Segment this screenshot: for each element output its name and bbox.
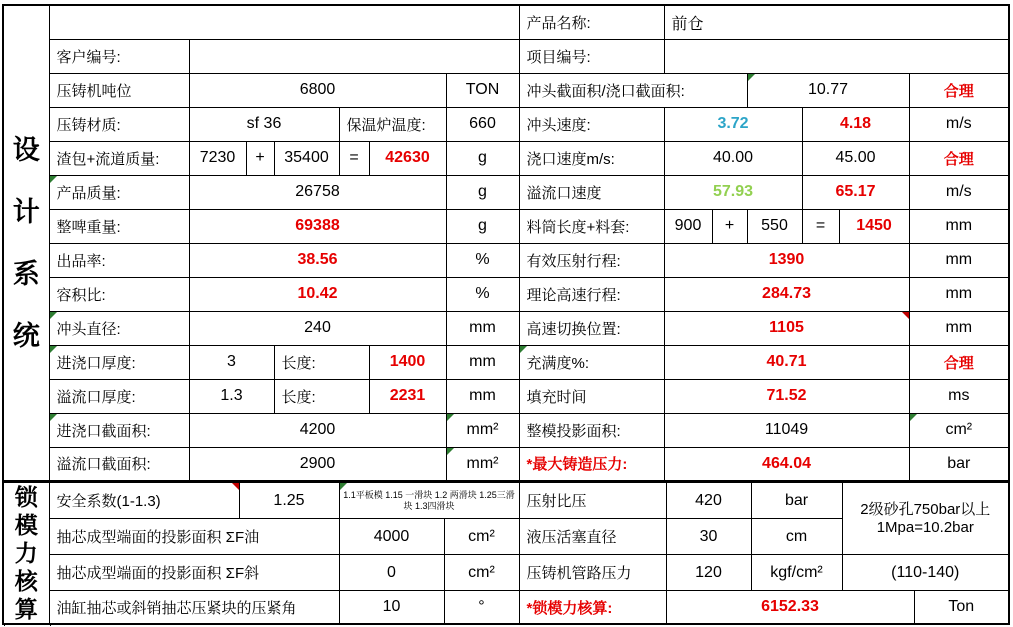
clamp-force-label: *锁模力核算:	[519, 591, 666, 624]
volume-ratio-value: 10.42	[189, 277, 446, 311]
area-ratio-label: 冲头截面积/浇口截面积:	[519, 73, 747, 107]
customer-no-label: 客户编号:	[49, 39, 189, 73]
overflow-speed-label: 溢流口速度	[519, 175, 664, 209]
runner-mass-value[interactable]: 35400	[274, 141, 339, 175]
overflow-speed-min: 57.93	[664, 175, 802, 209]
yield-rate-value: 38.56	[189, 243, 446, 277]
injection-pressure-label: 压射比压	[519, 482, 666, 519]
theoretical-stroke-label: 理论高速行程:	[519, 277, 664, 311]
clamp-force-value: 6152.33	[666, 591, 914, 624]
mold-projected-area-unit: cm²	[909, 413, 1009, 447]
core-area-angle-label: 抽芯成型端面的投影面积 ΣF斜	[49, 555, 339, 591]
volume-ratio-unit: %	[446, 277, 519, 311]
plunger-speed-fast: 4.18	[802, 107, 909, 141]
core-area-oil-label: 抽芯成型端面的投影面积 ΣF油	[49, 519, 339, 555]
plunger-dia-value[interactable]: 240	[189, 311, 446, 345]
theoretical-stroke-unit: mm	[909, 277, 1009, 311]
pressure-note	[842, 482, 1009, 555]
switch-position-label: 高速切换位置:	[519, 311, 664, 345]
clamp-angle-label: 油缸抽芯或斜销抽芯压紧块的压紧角	[49, 591, 339, 624]
equals-operator: =	[339, 141, 369, 175]
ingate-thickness-label: 进浇口厚度:	[49, 345, 189, 379]
effective-stroke-unit: mm	[909, 243, 1009, 277]
clamp-angle-value[interactable]: 10	[339, 591, 444, 624]
next-row-border-stub	[4, 623, 5, 626]
pressure-note-line1: 2级砂孔750bar以上	[860, 500, 991, 518]
clamp-force-unit: Ton	[914, 591, 1009, 624]
safety-factor-note: 1.1平板模 1.15 一滑块 1.2 两滑块 1.25三滑块 1.3四滑块	[339, 482, 519, 519]
area-ratio-value[interactable]: 10.77	[747, 73, 909, 107]
material-value[interactable]: sf 36	[189, 107, 339, 141]
plunger-speed-unit: m/s	[909, 107, 1009, 141]
max-casting-pressure-unit: bar	[909, 447, 1009, 481]
yield-rate-unit: %	[446, 243, 519, 277]
furnace-temp-value[interactable]: 660	[446, 107, 519, 141]
core-area-oil-unit: cm²	[444, 519, 519, 555]
slag-mass-value[interactable]: 7230	[189, 141, 246, 175]
machine-tonnage-label: 压铸机吨位	[49, 73, 189, 107]
project-no-label: 项目编号:	[519, 39, 664, 73]
core-area-oil-value[interactable]: 4000	[339, 519, 444, 555]
overflow-area-unit: mm²	[446, 447, 519, 481]
effective-stroke-label: 有效压射行程:	[519, 243, 664, 277]
overflow-area-label: 溢流口截面积:	[49, 447, 189, 481]
overflow-length-label: 长度:	[274, 379, 369, 413]
fill-ratio-label: 充满度%:	[519, 345, 664, 379]
material-label: 压铸材质:	[49, 107, 189, 141]
switch-position-unit: mm	[909, 311, 1009, 345]
overflow-length-unit: mm	[446, 379, 519, 413]
mold-projected-area-label: 整模投影面积:	[519, 413, 664, 447]
design-section-header: 设计系统	[3, 5, 49, 481]
max-casting-pressure-value: 464.04	[664, 447, 909, 481]
design-system-table	[2, 4, 1010, 482]
product-name-label: 产品名称:	[519, 5, 664, 39]
machine-tonnage-value[interactable]: 6800	[189, 73, 446, 107]
fill-ratio-status: 合理	[909, 345, 1009, 379]
gate-speed-min[interactable]: 40.00	[664, 141, 802, 175]
area-ratio-status: 合理	[909, 73, 1009, 107]
ingate-area-unit: mm²	[446, 413, 519, 447]
safety-factor-label: 安全系数(1-1.3)	[49, 482, 239, 519]
product-name-value[interactable]: 前仓	[664, 5, 1009, 39]
slag-runner-unit: g	[446, 141, 519, 175]
sleeve-equals-operator: =	[802, 209, 839, 243]
clamp-force-table	[2, 480, 1010, 625]
sleeve-length-label: 料筒长度+料套:	[519, 209, 664, 243]
ingate-area-label: 进浇口截面积:	[49, 413, 189, 447]
line-pressure-value[interactable]: 120	[666, 555, 751, 591]
core-area-angle-value[interactable]: 0	[339, 555, 444, 591]
ingate-thickness-value[interactable]: 3	[189, 345, 274, 379]
gate-speed-status: 合理	[909, 141, 1009, 175]
fill-time-value: 71.52	[664, 379, 909, 413]
pressure-note-line2: 1Mpa=10.2bar	[876, 518, 974, 536]
plus-operator: +	[246, 141, 274, 175]
overflow-thickness-label: 溢流口厚度:	[49, 379, 189, 413]
clamp-section-header: 锁模力核算	[3, 482, 49, 625]
gate-speed-label: 浇口速度m/s:	[519, 141, 664, 175]
sleeve-plus-operator: +	[712, 209, 747, 243]
ingate-length-label: 长度:	[274, 345, 369, 379]
blank-cell[interactable]	[49, 5, 519, 39]
max-casting-pressure-label: *最大铸造压力:	[519, 447, 664, 481]
overflow-thickness-value[interactable]: 1.3	[189, 379, 274, 413]
volume-ratio-label: 容积比:	[49, 277, 189, 311]
shot-weight-unit: g	[446, 209, 519, 243]
injection-pressure-unit: bar	[751, 482, 842, 519]
yield-rate-label: 出品率:	[49, 243, 189, 277]
injection-pressure-value[interactable]: 420	[666, 482, 751, 519]
product-mass-label: 产品质量:	[49, 175, 189, 209]
plunger-speed-slow: 3.72	[664, 107, 802, 141]
shot-weight-value: 69388	[189, 209, 446, 243]
sleeve-length-total: 1450	[839, 209, 909, 243]
overflow-area-value[interactable]: 2900	[189, 447, 446, 481]
line-pressure-unit: kgf/cm²	[751, 555, 842, 591]
sleeve-length-v1[interactable]: 900	[664, 209, 712, 243]
slag-runner-total: 42630	[369, 141, 446, 175]
sleeve-length-v2[interactable]: 550	[747, 209, 802, 243]
gate-speed-max[interactable]: 45.00	[802, 141, 909, 175]
theoretical-stroke-value: 284.73	[664, 277, 909, 311]
clamp-angle-unit: °	[444, 591, 519, 624]
fill-time-label: 填充时间	[519, 379, 664, 413]
customer-no-value[interactable]	[189, 39, 519, 73]
plunger-speed-label: 冲头速度:	[519, 107, 664, 141]
piston-dia-label: 液压活塞直径	[519, 519, 666, 555]
product-mass-unit: g	[446, 175, 519, 209]
mold-projected-area-value[interactable]: 11049	[664, 413, 909, 447]
piston-dia-value[interactable]: 30	[666, 519, 751, 555]
overflow-length-value: 2231	[369, 379, 446, 413]
next-row-border-stub	[50, 623, 51, 626]
slag-runner-mass-label: 渣包+流道质量:	[49, 141, 189, 175]
line-pressure-range: (110-140)	[842, 555, 1009, 591]
furnace-temp-label: 保温炉温度:	[339, 107, 446, 141]
fill-time-unit: ms	[909, 379, 1009, 413]
overflow-speed-unit: m/s	[909, 175, 1009, 209]
machine-tonnage-unit: TON	[446, 73, 519, 107]
project-no-value[interactable]	[664, 39, 1009, 73]
effective-stroke-value: 1390	[664, 243, 909, 277]
fill-ratio-value: 40.71	[664, 345, 909, 379]
core-area-angle-unit: cm²	[444, 555, 519, 591]
shot-weight-label: 整啤重量:	[49, 209, 189, 243]
piston-dia-unit: cm	[751, 519, 842, 555]
switch-position-value: 1105	[664, 311, 909, 345]
line-pressure-label: 压铸机管路压力	[519, 555, 666, 591]
plunger-dia-label: 冲头直径:	[49, 311, 189, 345]
ingate-length-value: 1400	[369, 345, 446, 379]
ingate-area-value[interactable]: 4200	[189, 413, 446, 447]
plunger-dia-unit: mm	[446, 311, 519, 345]
sleeve-length-unit: mm	[909, 209, 1009, 243]
ingate-length-unit: mm	[446, 345, 519, 379]
safety-factor-value[interactable]: 1.25	[239, 482, 339, 519]
product-mass-value[interactable]: 26758	[189, 175, 446, 209]
overflow-speed-max: 65.17	[802, 175, 909, 209]
